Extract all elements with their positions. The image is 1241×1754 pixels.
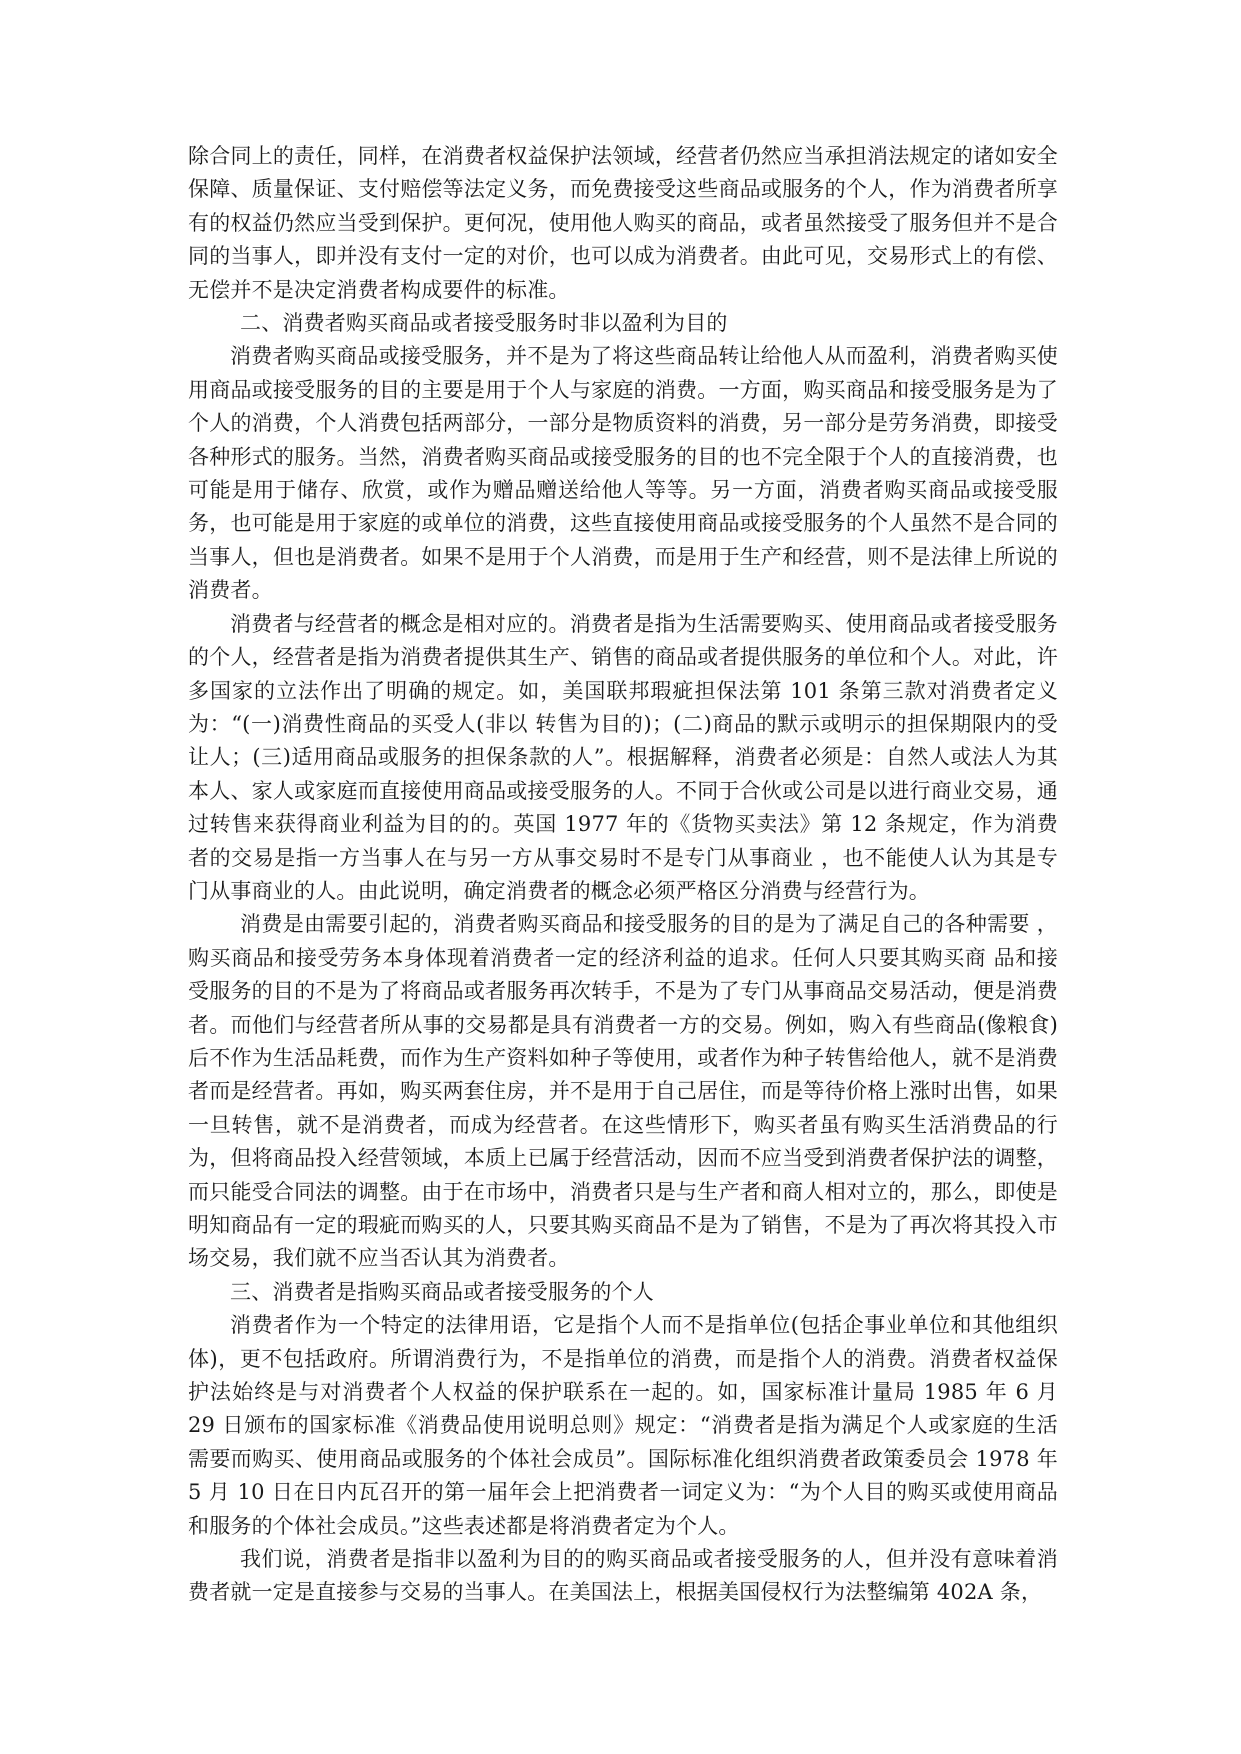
paragraph: 消费是由需要引起的，消费者购买商品和接受服务的目的是为了满足自己的各种需要 ，购买商品和接受劳务本身体现着消费者一定的经济利益的追求。任何人只要其购买商 品和接受服务的目的不是为了将商品或者服务再次转手，不是为了专门从事商品交易活动，便是消费者。而他们与经营者所从事的交易都是具有消费者一方的交易。例如，购入有些商品(像粮食)后不作为生活品耗费，而作为生产资料如种子等使用，或者作为种子转售给他人，就不是消费者而是经营者。再如，购买两套住房，并不是用于自己居住，而是等待价格上涨时出售，如果一旦转售，就不是消费者，而成为经营者。在这些情形下，购买者虽有购买生活消费品的行为，但将商品投入经营领域，本质上已属于经营活动，因而不应当受到消费者保护法的调整，而只能受合同法的调整。由于在市场中，消费者只是与生产者和商人相对立的，那么，即使是明知商品有一定的瑕疵而购买的人，只要其购买商品不是为了销售，不是为了再次将其投入市场交易，我们就不应当否认其为消费者。 — [188, 912, 1058, 1271]
document-body — [188, 140, 1058, 1610]
paragraph: 我们说，消费者是指非以盈利为目的的购买商品或者接受服务的人，但并没有意味着消费者就一定是直接参与交易的当事人。在美国法上，根据美国侵权行为法整编第 402A 条， — [188, 1547, 1058, 1605]
paragraph: 消费者作为一个特定的法律用语，它是指个人而不是指单位(包括企事业单位和其他组织体)，更不包括政府。所谓消费行为，不是指单位的消费，而是指个人的消费。消费者权益保护法始终是与对消费者个人权益的保护联系在一起的。如，国家标准计量局 1985 年 6 月 29 日颁布的国家标准《消费品使用说明总则》规定：“消费者是指为满足个人或家庭的生活需要而购买、使用商品或服务的个体社会成员”。国际标准化组织消费者政策委员会 1978 年 5 月 10 日在日内瓦召开的第一届年会上把消费者一词定义为：“为个人目的购买或使用商品和服务的个体社会成员。”这些表述都是将消费者定为个人。 — [188, 1313, 1058, 1538]
section-heading-two: 二、消费者购买商品或者接受服务时非以盈利为目的 — [240, 311, 728, 336]
section-heading-three: 三、消费者是指购买商品或者接受服务的个人 — [230, 1279, 654, 1304]
paragraph: 消费者与经营者的概念是相对应的。消费者是指为生活需要购买、使用商品或者接受服务的个人，经营者是指为消费者提供其生产、销售的商品或者提供服务的单位和个人。对此，许多国家的立法作出了明确的规定。如，美国联邦瑕疵担保法第 101 条第三款对消费者定义为：“(一)消费性商品的买受人(非以 转售为目的)；(二)商品的默示或明示的担保期限内的受让人；(三)适用商品或服务的担保条款的人”。根据解释，消费者必须是：自然人或法人为其本人、家人或家庭而直接使用商品或接受服务的人。不同于合伙或公司是以进行商业交易，通过转售来获得商业利益为目的的。英国 1977 年的《货物买卖法》第 12 条规定，作为消费者的交易是指一方当事人在与另一方从事交易时不是专门从事商业 ，也不能使人认为其是专门从事商业的人。由此说明，确定消费者的概念必须严格区分消费与经营行为。 — [188, 611, 1058, 903]
paragraph: 消费者购买商品或接受服务，并不是为了将这些商品转让给他人从而盈利，消费者购买使用商品或接受服务的目的主要是用于个人与家庭的消费。一方面，购买商品和接受服务是为了个人的消费，个人消费包括两部分，一部分是物质资料的消费，另一部分是劳务消费，即接受各种形式的服务。当然，消费者购买商品或接受服务的目的也不完全限于个人的直接消费，也可能是用于储存、欣赏，或作为赠品赠送给他人等等。另一方面，消费者购买商品或接受服务，也可能是用于家庭的或单位的消费，这些直接使用商品或接受服务的个人虽然不是合同的当事人，但也是消费者。如果不是用于个人消费，而是用于生产和经营，则不是法律上所说的消费者。 — [188, 344, 1058, 603]
paragraph-continuation: 除合同上的责任，同样，在消费者权益保护法领域，经营者仍然应当承担消法规定的诸如安全保障、质量保证、支付赔偿等法定义务，而免费接受这些商品或服务的个人，作为消费者所享有的权益仍然应当受到保护。更何况，使用他人购买的商品，或者虽然接受了服务但并不是合同的当事人，即并没有支付一定的对价，也可以成为消费者。由此可见，交易形式上的有偿、无偿并不是决定消费者构成要件的标准。 — [188, 144, 1058, 302]
